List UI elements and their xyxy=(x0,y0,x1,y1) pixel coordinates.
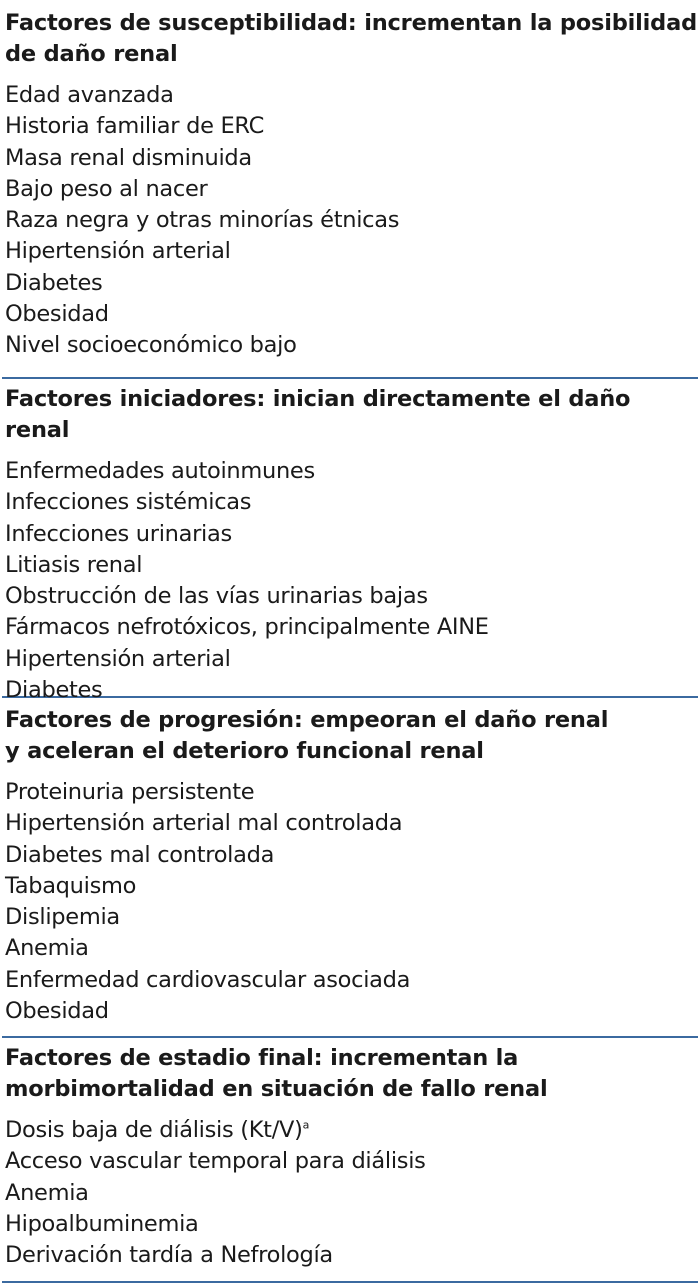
list-item: Diabetes xyxy=(5,269,103,296)
section-progression xyxy=(2,698,698,1028)
list-item xyxy=(2,1115,698,1146)
list-item: Raza negra y otras minorías étnicas xyxy=(5,207,400,234)
list-item: Enfermedades autoinmunes xyxy=(5,458,315,484)
section-heading xyxy=(2,384,698,446)
list-item: Hipoalbuminemia xyxy=(5,1210,199,1237)
list-item: Hipertensión arterial xyxy=(5,645,231,672)
section-end-stage xyxy=(2,1038,698,1271)
list-item: Bajo peso al nacer xyxy=(5,175,208,202)
list-item: Anemia xyxy=(5,1179,89,1206)
item-list xyxy=(2,80,698,362)
heading-line: Factores iniciadores: inician directamente el daño renal xyxy=(5,386,631,443)
section-initiators xyxy=(2,379,698,704)
list-item: Historia familiar de ERC xyxy=(5,113,265,140)
item-list xyxy=(2,1115,698,1271)
item-list xyxy=(2,777,698,1027)
list-item: Masa renal disminuida xyxy=(5,144,252,171)
section-susceptibility xyxy=(2,0,698,365)
section-heading xyxy=(2,705,698,767)
list-item: Diabetes xyxy=(5,677,103,704)
heading-line: Factores de progresión: empeoran el daño renal xyxy=(5,707,609,733)
list-item: Infecciones urinarias xyxy=(5,520,232,547)
list-item: Obesidad xyxy=(5,301,109,328)
list-item: Nivel socioeconómico bajo xyxy=(5,332,297,359)
item-list xyxy=(2,456,698,706)
heading-line: y aceleran el deterioro funcional renal xyxy=(5,738,484,764)
list-item: Proteinuria persistente xyxy=(5,779,255,805)
heading-line: morbimortalidad en situación de fallo renal xyxy=(5,1076,548,1102)
section-heading xyxy=(2,1043,698,1105)
list-item: Litiasis renal xyxy=(5,551,143,578)
list-item: Infecciones sistémicas xyxy=(5,489,252,516)
list-item: Hipertensión arterial mal controlada xyxy=(5,810,403,837)
list-item: Dislipemia xyxy=(5,904,120,931)
list-item: Tabaquismo xyxy=(5,872,137,899)
list-item: Acceso vascular temporal para diálisis xyxy=(5,1148,426,1175)
risk-factors-table xyxy=(2,0,698,1283)
heading-line: Factores de susceptibilidad: incrementan la posibilidad xyxy=(5,10,697,36)
list-item: Derivación tardía a Nefrología xyxy=(5,1242,333,1269)
list-item: Edad avanzada xyxy=(5,82,174,108)
section-heading xyxy=(2,8,698,70)
list-item: Diabetes mal controlada xyxy=(5,841,275,868)
list-item: Anemia xyxy=(5,935,89,962)
list-item: Obesidad xyxy=(5,998,109,1025)
heading-line: de daño renal xyxy=(5,41,178,67)
section-divider xyxy=(2,1281,698,1283)
list-item: Enfermedad cardiovascular asociada xyxy=(5,966,411,993)
heading-line: Factores de estadio final: incrementan la xyxy=(5,1045,519,1071)
list-item: Hipertensión arterial xyxy=(5,238,231,265)
list-item: Fármacos nefrotóxicos, principalmente AINE xyxy=(5,614,489,641)
list-item: Obstrucción de las vías urinarias bajas xyxy=(5,583,428,610)
footnote-marker: a xyxy=(302,1118,310,1132)
item-text: Dosis baja de diálisis (Kt/V) xyxy=(5,1117,303,1143)
